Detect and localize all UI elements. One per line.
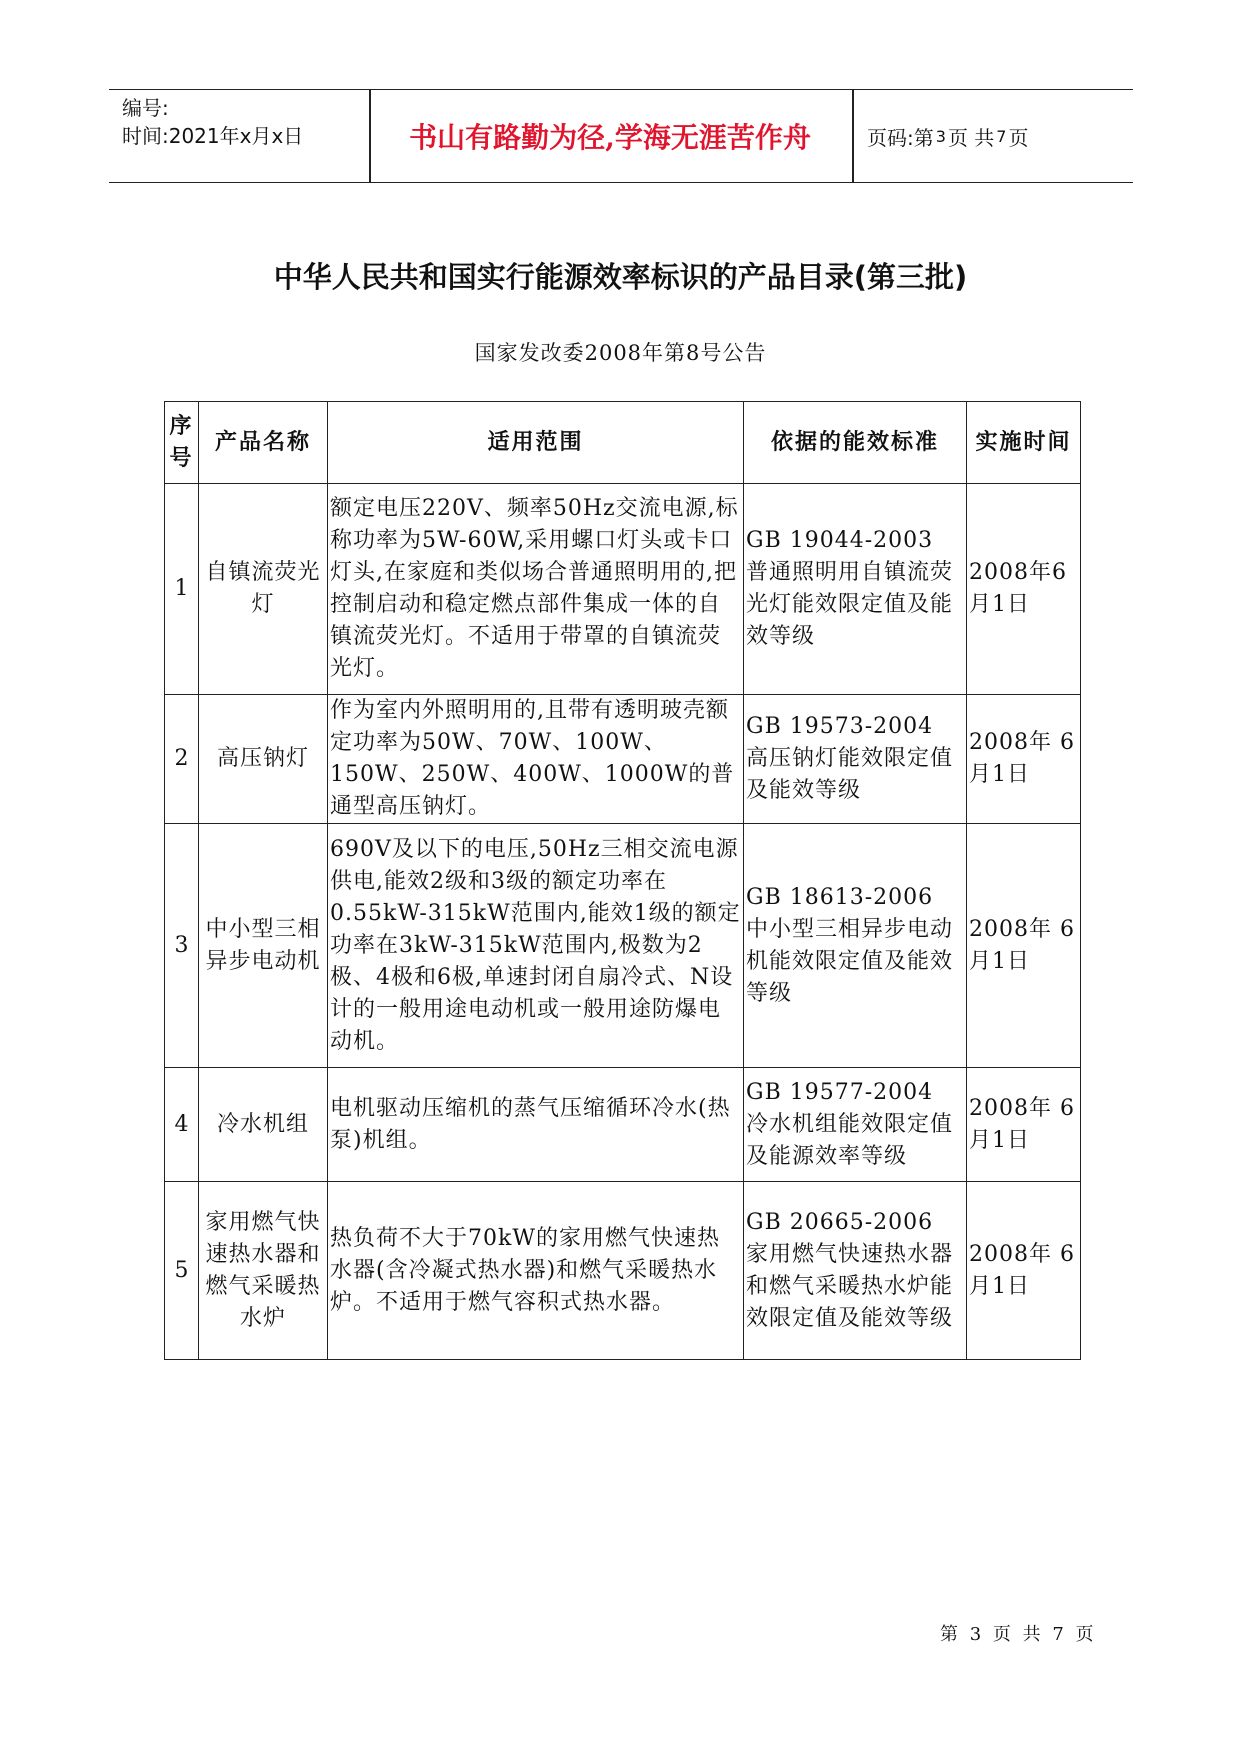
header-meta xyxy=(122,94,367,150)
time-label: 时间:2021年x月x日 xyxy=(122,124,304,148)
product-standard: GB 19577-2004 冷水机组能效限定值及能源效率等级 xyxy=(744,1068,967,1182)
header-page-info xyxy=(867,90,1028,182)
effective-date: 2008年6月1日 xyxy=(967,484,1081,695)
product-standard: GB 19044-2003 普通照明用自镇流荧光灯能效限定值及能效等级 xyxy=(744,484,967,695)
number-label: 编号: xyxy=(122,96,169,120)
page-current: 3 xyxy=(935,126,946,146)
row-number: 2 xyxy=(165,695,199,824)
effective-date: 2008年 6月1日 xyxy=(967,1068,1081,1182)
row-number: 3 xyxy=(165,824,199,1068)
product-scope: 额定电压220V、频率50Hz交流电源,标称功率为5W-60W,采用螺口灯头或卡口灯头,在家庭和类似场合普通照明用的,把控制启动和稳定燃点部件集成一体的自镇流荧光灯。不适用于带罩的自镇流荧光灯。 xyxy=(328,484,744,695)
page-suffix: 页 xyxy=(1008,125,1029,150)
document-title: 中华人民共和国实行能源效率标识的产品目录(第三批) xyxy=(273,260,968,294)
document-subtitle: 国家发改委2008年第8号公告 xyxy=(474,341,767,365)
header-divider xyxy=(852,90,854,182)
header-motto: 书山有路勤为径,学海无涯苦作舟 xyxy=(409,121,811,154)
document-header xyxy=(109,89,1133,183)
page-prefix: 页码:第 xyxy=(867,125,934,150)
product-name: 高压钠灯 xyxy=(199,695,328,824)
product-name: 家用燃气快速热水器和燃气采暖热水炉 xyxy=(199,1182,328,1360)
effective-date: 2008年 6月1日 xyxy=(967,695,1081,824)
product-scope: 作为室内外照明用的,且带有透明玻壳额定功率为50W、70W、100W、150W、250W、400W、1000W的普通型高压钠灯。 xyxy=(328,695,744,824)
product-scope: 690V及以下的电压,50Hz三相交流电源供电,能效2级和3级的额定功率在0.55kW-315kW范围内,能效1级的额定功率在3kW-315kW范围内,极数为2极、4极和6极,单速封闭自扇冷式、N设计的一般用途电动机或一般用途防爆电动机。 xyxy=(328,824,744,1068)
header-cell-date: 实施时间 xyxy=(967,402,1081,484)
header-cell-standard: 依据的能效标准 xyxy=(744,402,967,484)
product-standard: GB 20665-2006 家用燃气快速热水器和燃气采暖热水炉能效限定值及能效等级 xyxy=(744,1182,967,1360)
product-standard: GB 19573-2004 高压钠灯能效限定值及能效等级 xyxy=(744,695,967,824)
row-number: 4 xyxy=(165,1068,199,1182)
product-scope: 电机驱动压缩机的蒸气压缩循环冷水(热泵)机组。 xyxy=(328,1068,744,1182)
header-cell-no: 序号 xyxy=(165,402,199,484)
row-number: 1 xyxy=(165,484,199,695)
product-name: 冷水机组 xyxy=(199,1068,328,1182)
effective-date: 2008年 6月1日 xyxy=(967,1182,1081,1360)
product-name: 中小型三相异步电动机 xyxy=(199,824,328,1068)
product-standard: GB 18613-2006 中小型三相异步电动机能效限定值及能效等级 xyxy=(744,824,967,1068)
table-row xyxy=(165,824,1081,1068)
header-cell-name: 产品名称 xyxy=(199,402,328,484)
table-row xyxy=(165,484,1081,695)
table-row xyxy=(165,695,1081,824)
row-number: 5 xyxy=(165,1182,199,1360)
page-mid: 页 共 xyxy=(947,125,995,150)
product-catalog-table xyxy=(164,401,1081,1360)
table-header-row xyxy=(165,402,1081,484)
product-scope: 热负荷不大于70kW的家用燃气快速热水器(含冷凝式热水器)和燃气采暖热水炉。不适用于燃气容积式热水器。 xyxy=(328,1182,744,1360)
page-total: 7 xyxy=(996,126,1007,146)
page-footer: 第 3 页 共 7 页 xyxy=(940,1624,1097,1645)
header-cell-scope: 适用范围 xyxy=(328,402,744,484)
table-row xyxy=(165,1182,1081,1360)
effective-date: 2008年 6月1日 xyxy=(967,824,1081,1068)
table-row xyxy=(165,1068,1081,1182)
product-name: 自镇流荧光灯 xyxy=(199,484,328,695)
